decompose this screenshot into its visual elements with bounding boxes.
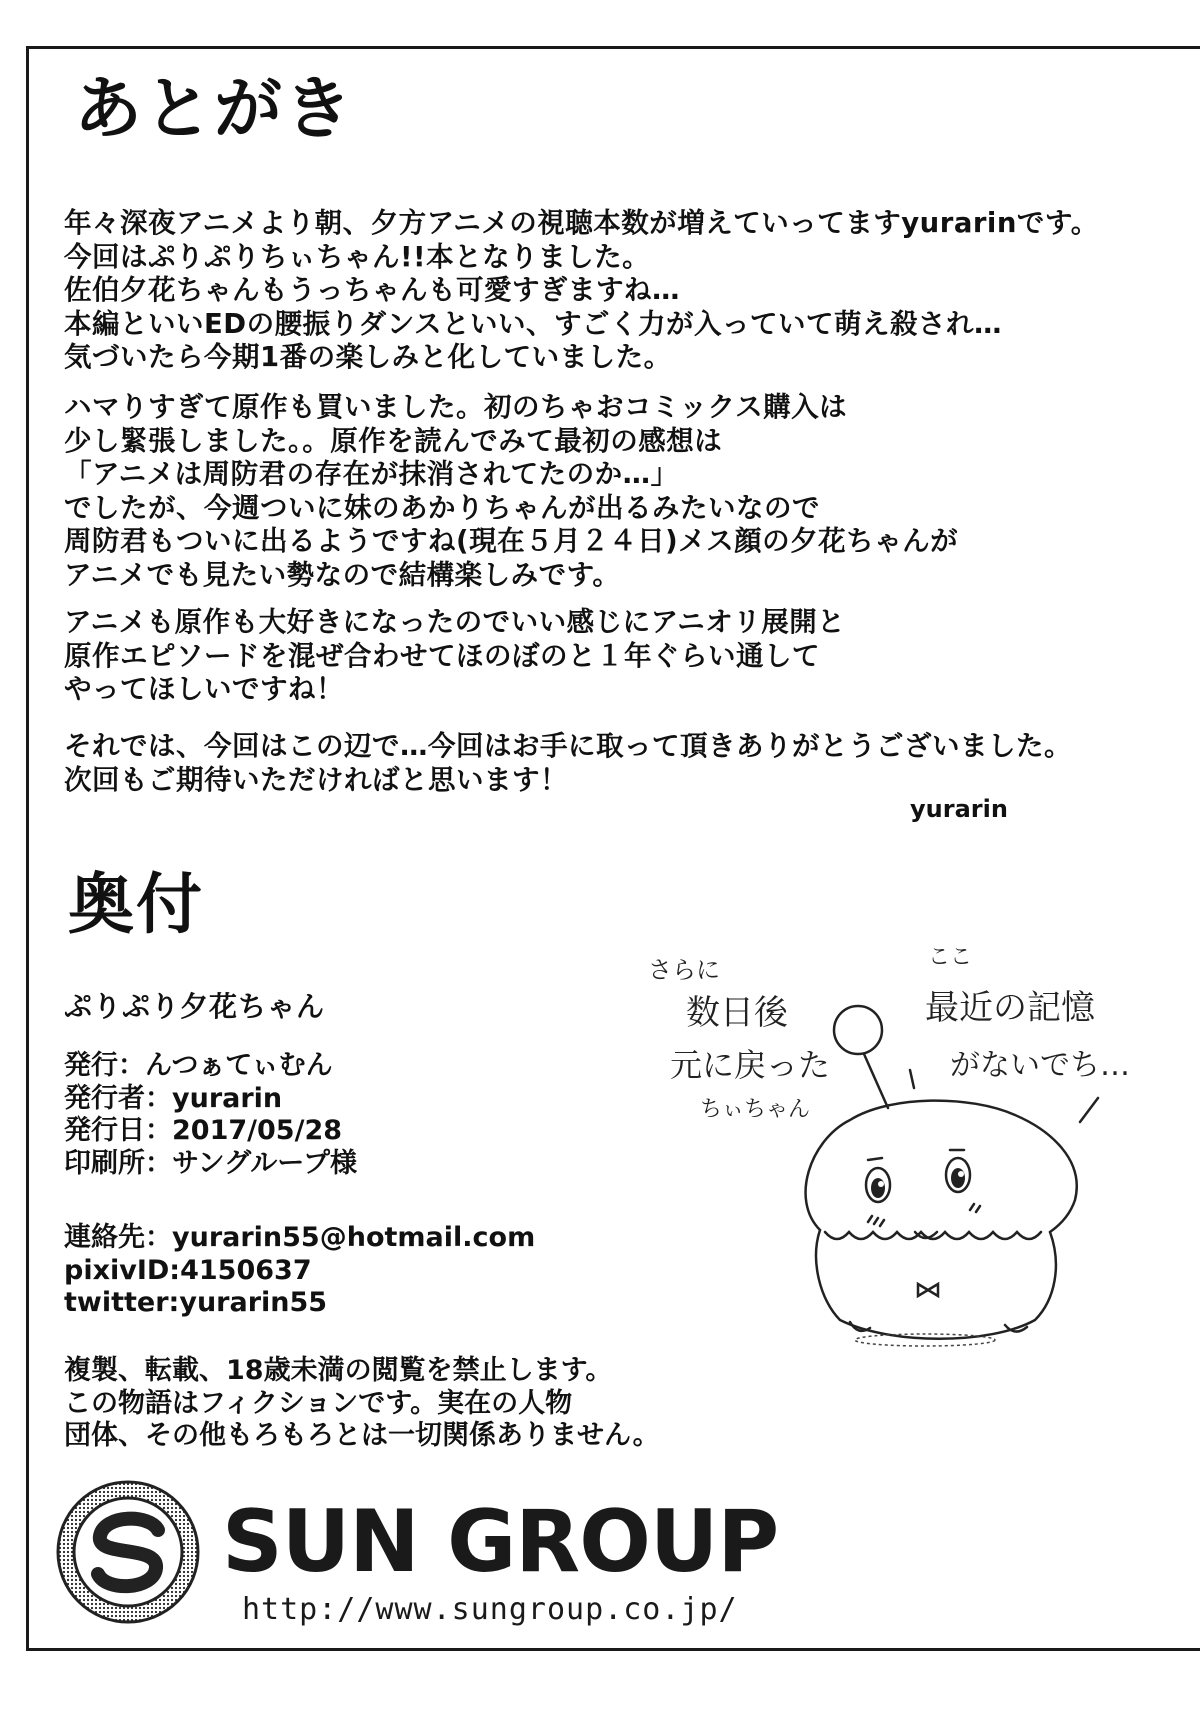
mascot-head xyxy=(806,1101,1077,1232)
antenna-stem xyxy=(864,1054,888,1108)
contact-twitter: twitter:yurarin55 xyxy=(64,1287,328,1318)
doodle-note-line: 最近の記憶 xyxy=(925,988,1095,1028)
date-row: 発行日：2017/05/28 xyxy=(64,1115,343,1146)
legal-notice: 複製、転載、18歳未満の閲覧を禁止します。 この物語はフィクションです。実在の人物 団体、その他もろもろとは一切関係ありません。 xyxy=(64,1355,660,1451)
issuer-label: 発行者 xyxy=(64,1082,145,1114)
doodle-note-line: ちぃちゃん xyxy=(700,1097,811,1122)
mascot-illustration xyxy=(780,1000,1100,1360)
antenna-ball xyxy=(834,1006,882,1054)
mascot-mouth xyxy=(915,1232,937,1238)
afterword-paragraph: 年々深夜アニメより朝、夕方アニメの視聴本数が増えていってますyurarinです。 今回はぷりぷりちぃちゃん!!本となりました。 佐伯夕花ちゃんもうっちゃんも可愛すぎますね… 本編といいEDの腰振りダンスといい、すごく力が入っていて萌え殺され… 気づいたら今期1番の楽しみと化していました。 xyxy=(64,207,1099,373)
issuer-row: 発行者：yurarin xyxy=(64,1082,283,1114)
sungroup-logo-icon xyxy=(54,1478,202,1626)
contact-info xyxy=(64,1222,535,1320)
issuer-value: yurarin xyxy=(172,1082,283,1114)
printer-label: 印刷所 xyxy=(64,1147,145,1179)
date-label: 発行日 xyxy=(64,1115,145,1146)
afterword-paragraph: アニメも原作も大好きになったのでいい感じにアニオリ展開と 原作エピソードを混ぜ合わせてほのぼのと１年ぐらい通して やってほしいですね！ xyxy=(64,606,846,705)
printer-logo-name: SUN GROUP xyxy=(222,1492,779,1592)
printer-logo-url: http://www.sungroup.co.jp/ xyxy=(242,1592,738,1627)
contact-email: 連絡先：yurarin55@hotmail.com xyxy=(64,1222,536,1253)
publisher-value: んつぁてぃむん xyxy=(145,1050,333,1081)
publisher-row: 発行：んつぁてぃむん xyxy=(64,1050,333,1081)
doodle-note-line: ここ xyxy=(928,945,973,970)
book-title: ぷりぷり夕花ちゃん xyxy=(64,990,326,1023)
printer-value: サングループ様 xyxy=(172,1147,357,1179)
colophon-heading: 奥付 xyxy=(68,866,204,943)
publisher-label: 発行 xyxy=(64,1050,118,1081)
doodle-note-line: 数日後 xyxy=(686,993,788,1033)
afterword-paragraph: ハマりすぎて原作も買いました。初のちゃおコミックス購入は 少し緊張しました。。原作を読んでみて最初の感想は 「アニメは周防君の存在が抹消されてたのか…」 でしたが、今週ついに妹のあかりちゃんが出るみたいなので 周防君もついに出るようですね(現在５月２４日)メス顔の夕花ちゃんが アニメでも見たい勢なので結構楽しみです。 xyxy=(64,391,959,591)
contact-pixiv: pixivID:4150637 xyxy=(64,1254,312,1286)
publication-info xyxy=(64,1050,357,1180)
mascot-bowtie xyxy=(918,1284,938,1296)
doodle-note-line: さらに xyxy=(648,956,720,984)
afterword-heading: あとがき xyxy=(74,70,355,149)
date-value: 2017/05/28 xyxy=(172,1115,343,1146)
doodle-note-line: がないでち… xyxy=(950,1048,1130,1083)
author-signature: yurarin xyxy=(910,795,1008,823)
mascot-left-foot xyxy=(850,1322,870,1331)
printer-row: 印刷所：サングループ様 xyxy=(64,1147,357,1179)
doodle-note-line: 元に戻った xyxy=(670,1046,831,1084)
afterword-paragraph: それでは、今回はこの辺で…今回はお手に取って頂きありがとうございました。 次回もご期待いただければと思います！ xyxy=(64,730,1072,796)
